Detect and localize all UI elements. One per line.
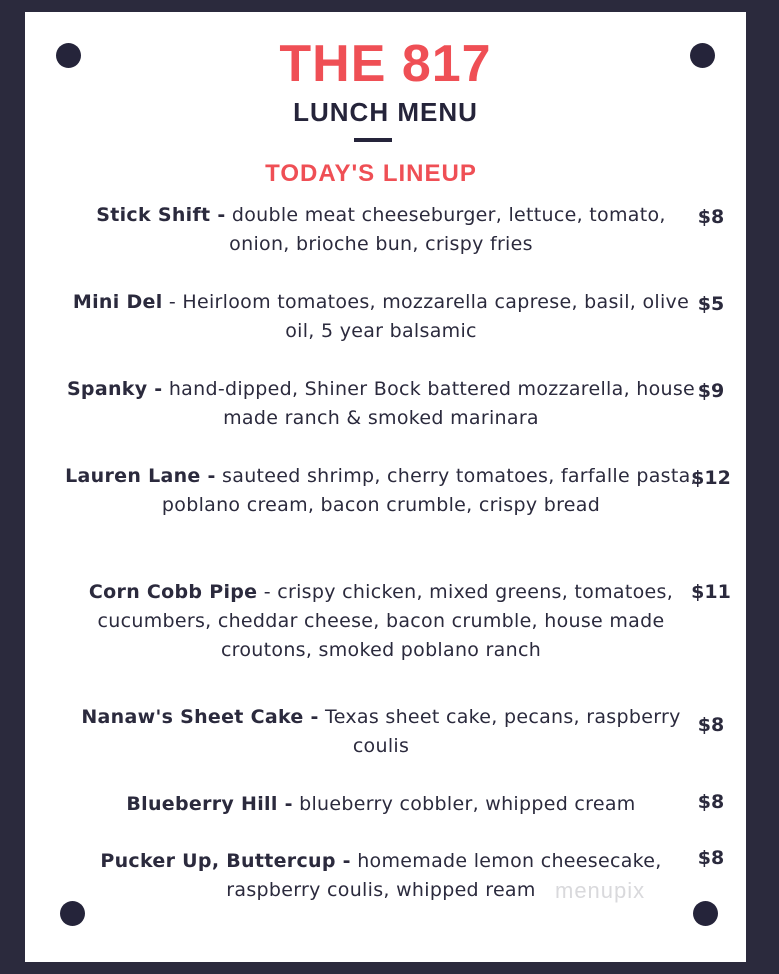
- item-description: Texas sheet cake, pecans, raspberry coulis: [318, 706, 681, 757]
- item-name: Nanaw's Sheet Cake -: [81, 706, 319, 728]
- item-name: Spanky -: [66, 378, 163, 400]
- restaurant-title: THE 817: [279, 35, 492, 93]
- menu-item: [63, 375, 699, 433]
- item-name: Corn Cobb Pipe: [88, 581, 258, 603]
- item-price: $9: [697, 380, 725, 402]
- item-description: blueberry cobbler, whipped cream: [292, 793, 636, 815]
- item-price: $12: [691, 467, 731, 489]
- item-description: - crispy chicken, mixed greens, tomatoes, cucumbers, cheddar cheese, bacon crumble, house made croutons, smoked poblano ranch: [97, 581, 674, 661]
- menu-item: [63, 790, 699, 819]
- item-price: $8: [697, 791, 725, 813]
- item-description: - Heirloom tomatoes, mozzarella caprese, basil, olive oil, 5 year balsamic: [162, 291, 690, 342]
- menu-subtitle: LUNCH MENU: [293, 97, 478, 127]
- item-price: $5: [697, 293, 725, 315]
- item-description: double meat cheeseburger, lettuce, tomato, onion, brioche bun, crispy fries: [225, 204, 666, 255]
- menu-item: [63, 703, 699, 761]
- item-description: sauteed shrimp, cherry tomatoes, farfalle pasta, poblano cream, bacon crumble, crispy bread: [161, 465, 697, 516]
- menu-item: [59, 578, 703, 665]
- item-description: hand-dipped, Shiner Bock battered mozzarella, house made ranch & smoked marinara: [162, 378, 696, 429]
- item-name: Pucker Up, Buttercup -: [100, 850, 351, 872]
- menu-card: [25, 12, 746, 962]
- menu-item: [63, 288, 699, 346]
- item-name: Stick Shift -: [96, 204, 226, 226]
- section-heading: TODAY'S LINEUP: [265, 160, 477, 187]
- menu-item: [63, 201, 699, 259]
- item-price: $8: [697, 847, 725, 869]
- item-name: Blueberry Hill -: [126, 793, 293, 815]
- item-name: Mini Del: [72, 291, 163, 313]
- item-price: $8: [697, 714, 725, 736]
- divider-rule: [354, 138, 392, 142]
- item-name: Lauren Lane -: [65, 465, 216, 487]
- watermark: menupix: [555, 878, 646, 903]
- menu-item: [63, 462, 699, 520]
- item-description: homemade lemon cheesecake, raspberry coulis, whipped ream: [226, 850, 662, 901]
- item-price: $8: [697, 206, 725, 228]
- item-price: $11: [691, 581, 731, 603]
